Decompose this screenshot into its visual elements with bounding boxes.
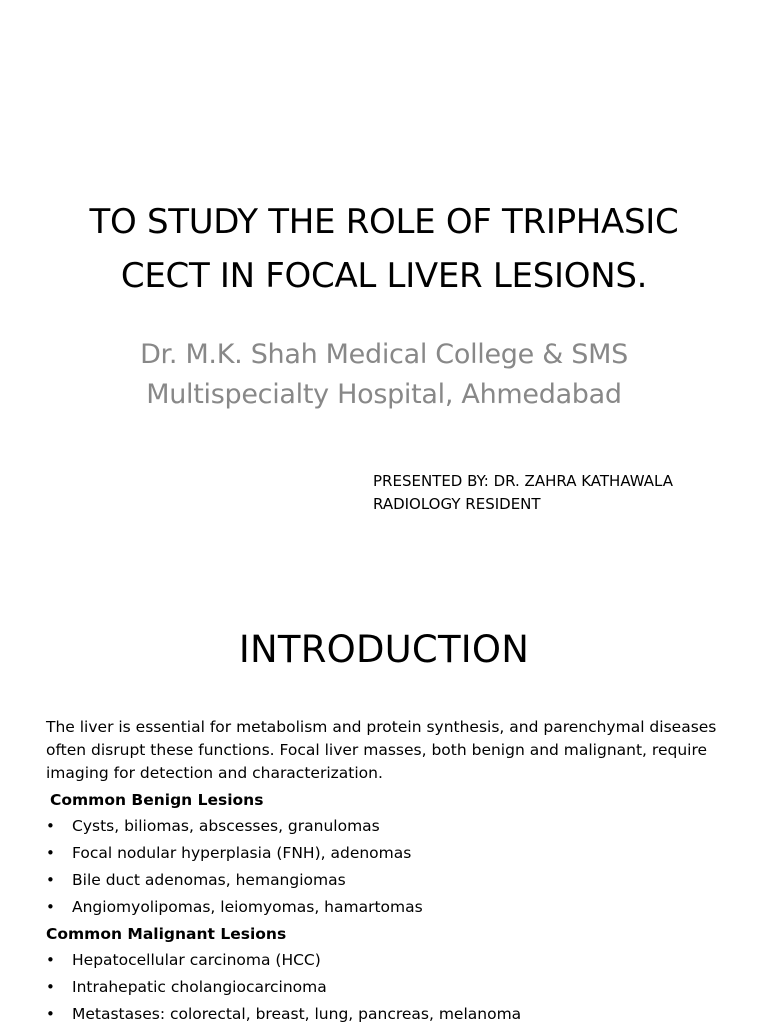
bullet-icon: • bbox=[46, 951, 55, 969]
benign-lesions-heading: Common Benign Lesions bbox=[50, 791, 264, 809]
bullet-icon: • bbox=[46, 817, 55, 835]
bullet-icon: • bbox=[46, 1005, 55, 1023]
list-item-text: Angiomyolipomas, leiomyomas, hamartomas bbox=[72, 898, 423, 916]
list-item bbox=[46, 974, 746, 1001]
slide-title-line: TO STUDY THE ROLE OF TRIPHASIC bbox=[89, 202, 679, 242]
slide-title-line: CECT IN FOCAL LIVER LESIONS. bbox=[120, 256, 648, 296]
list-item-text: Focal nodular hyperplasia (FNH), adenomas bbox=[72, 844, 412, 862]
list-item-text: Metastases: colorectal, breast, lung, pancreas, melanoma bbox=[72, 1005, 522, 1023]
introduction-heading: INTRODUCTION bbox=[238, 628, 530, 671]
list-item-text: Intrahepatic cholangiocarcinoma bbox=[72, 978, 327, 996]
presenter-info bbox=[373, 470, 753, 516]
subtitle-line: Multispecialty Hospital, Ahmedabad bbox=[146, 379, 622, 410]
bullet-icon: • bbox=[46, 978, 55, 996]
list-item-text: Bile duct adenomas, hemangiomas bbox=[72, 871, 346, 889]
introduction-body bbox=[46, 716, 746, 1028]
slide-title bbox=[40, 195, 728, 303]
list-item bbox=[46, 840, 746, 867]
list-item bbox=[46, 947, 746, 974]
list-item bbox=[46, 894, 746, 921]
bullet-icon: • bbox=[46, 844, 55, 862]
subtitle-line: Dr. M.K. Shah Medical College & SMS bbox=[140, 339, 628, 370]
paragraph-line: The liver is essential for metabolism and protein synthesis, and parenchymal diseases bbox=[46, 718, 717, 736]
list-item-text: Hepatocellular carcinoma (HCC) bbox=[72, 951, 321, 969]
intro-paragraph bbox=[46, 716, 746, 785]
bullet-icon: • bbox=[46, 898, 55, 916]
malignant-lesions-heading: Common Malignant Lesions bbox=[46, 925, 287, 943]
list-item bbox=[46, 867, 746, 894]
list-item bbox=[46, 813, 746, 840]
bullet-icon: • bbox=[46, 871, 55, 889]
introduction-slide bbox=[0, 576, 768, 1024]
paragraph-line: often disrupt these functions. Focal liver masses, both benign and malignant, require bbox=[46, 741, 708, 759]
benign-lesions-list bbox=[46, 813, 746, 921]
malignant-lesions-list bbox=[46, 947, 746, 1028]
slide-subtitle bbox=[60, 335, 708, 415]
list-item-text: Cysts, biliomas, abscesses, granulomas bbox=[72, 817, 380, 835]
paragraph-line: imaging for detection and characterization. bbox=[46, 764, 383, 782]
presenter-role: RADIOLOGY RESIDENT bbox=[373, 495, 541, 513]
presenter-name: PRESENTED BY: DR. ZAHRA KATHAWALA bbox=[373, 472, 674, 490]
